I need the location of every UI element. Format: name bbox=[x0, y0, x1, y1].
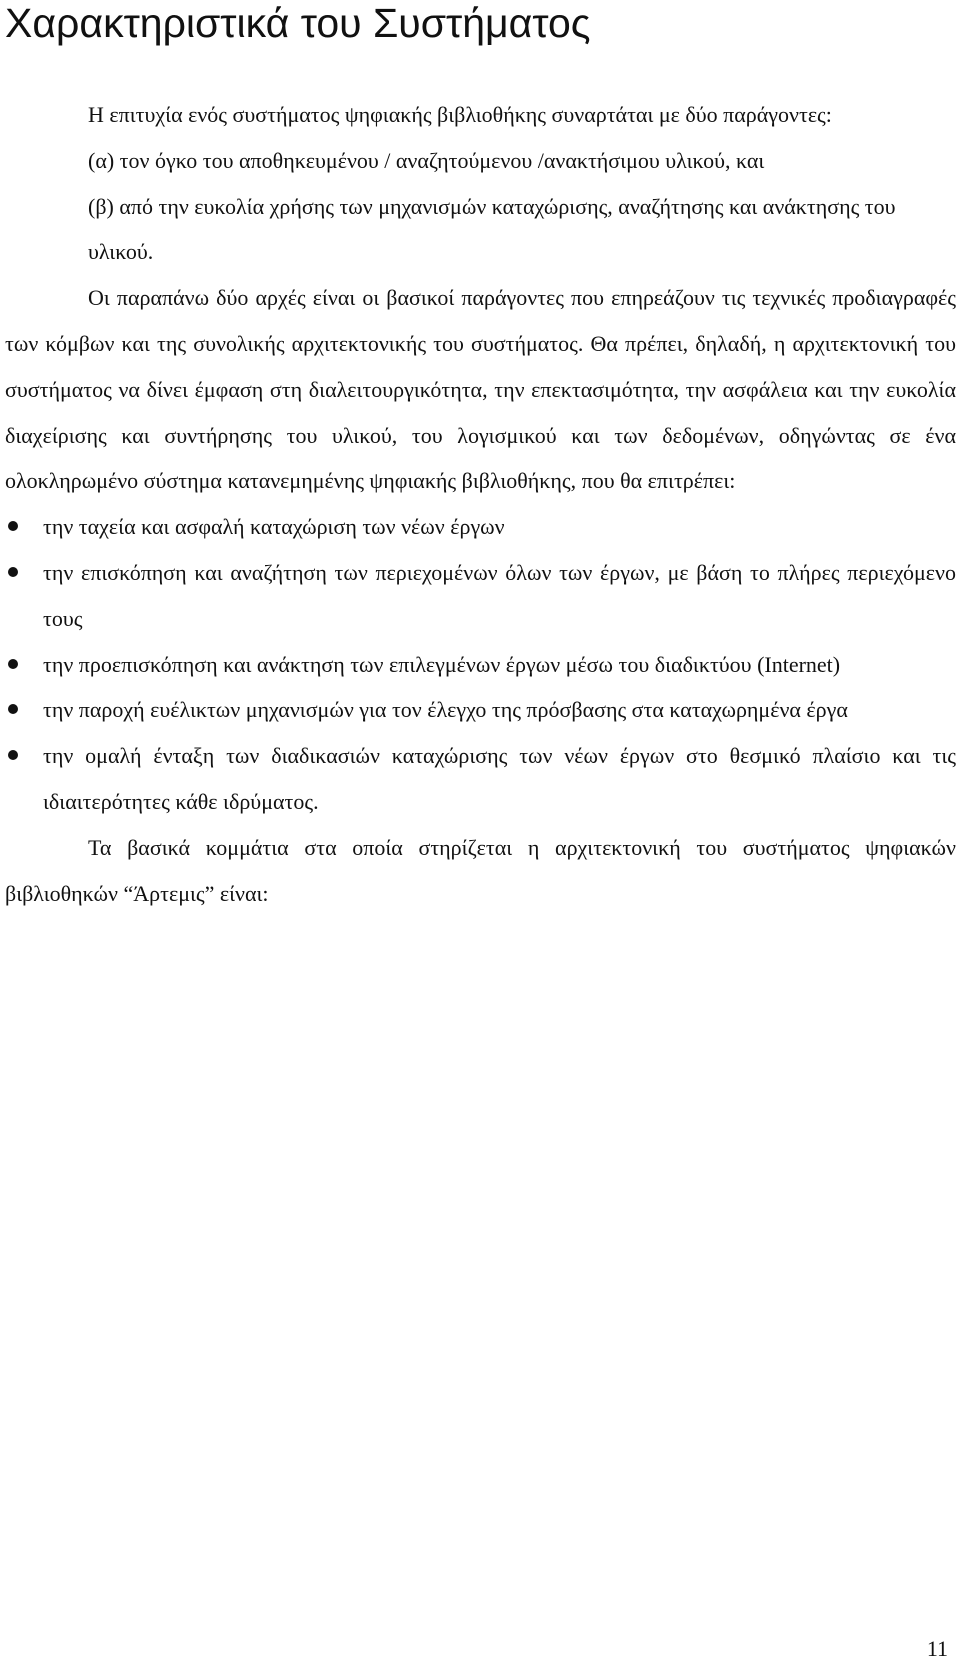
list-item: την επισκόπηση και αναζήτηση των περιεχομένων όλων των έργων, με βάση το πλήρες περιεχόμενο τους bbox=[5, 550, 956, 642]
factor-a: (α) τον όγκο του αποθηκευμένου / αναζητούμενου /ανακτήσιμου υλικού, και bbox=[88, 147, 765, 173]
list-item: την ομαλή ένταξη των διαδικασιών καταχώρισης των νέων έργων στο θεσμικό πλαίσιο και τις ιδιαιτερότητες κάθε ιδρύματος. bbox=[5, 733, 956, 825]
intro-paragraph: Η επιτυχία ενός συστήματος ψηφιακής βιβλιοθήκης συναρτάται με δύο παράγοντες: bbox=[88, 102, 832, 127]
list-item: την προεπισκόπηση και ανάκτηση των επιλεγμένων έργων μέσω του διαδικτύου (Internet) bbox=[5, 642, 956, 688]
page-title: Χαρακτηριστικά του Συστήματος bbox=[5, 0, 591, 46]
factor-b: (β) από την ευκολία χρήσης των μηχανισμών καταχώρισης, αναζήτησης και ανάκτησης του υλικού. bbox=[88, 193, 896, 265]
list-item: την ταχεία και ασφαλή καταχώριση των νέων έργων bbox=[5, 504, 956, 550]
body-text bbox=[5, 92, 956, 916]
closing-paragraph: Τα βασικά κομμάτια στα οποία στηρίζεται η αρχιτεκτονική του συστήματος ψηφιακών βιβλιοθηκών “Άρτεμις” είναι: bbox=[5, 834, 956, 906]
requirements-list bbox=[5, 504, 956, 825]
list-item: την παροχή ευέλικτων μηχανισμών για τον έλεγχο της πρόσβασης στα καταχωρημένα έργα bbox=[5, 687, 956, 733]
architecture-paragraph: Οι παραπάνω δύο αρχές είναι οι βασικοί παράγοντες που επηρεάζουν τις τεχνικές προδιαγραφές των κόμβων και της συνολικής αρχιτεκτονικής του συστήματος. Θα πρέπει, δηλαδή, η αρχιτεκτονική του συστήματος να δίνει έμφαση στη διαλειτουργικότητα, την επεκτασιμότητα, την ασφάλεια και την ευκολία διαχείρισης και συντήρησης του υλικού, του λογισμικού και των δεδομένων, οδηγώντας σε ένα ολοκληρωμένο σύστημα κατανεμημένης ψηφιακής βιβλιοθήκης, που θα επιτρέπει: bbox=[5, 285, 956, 494]
page-number: 11 bbox=[926, 1636, 948, 1661]
